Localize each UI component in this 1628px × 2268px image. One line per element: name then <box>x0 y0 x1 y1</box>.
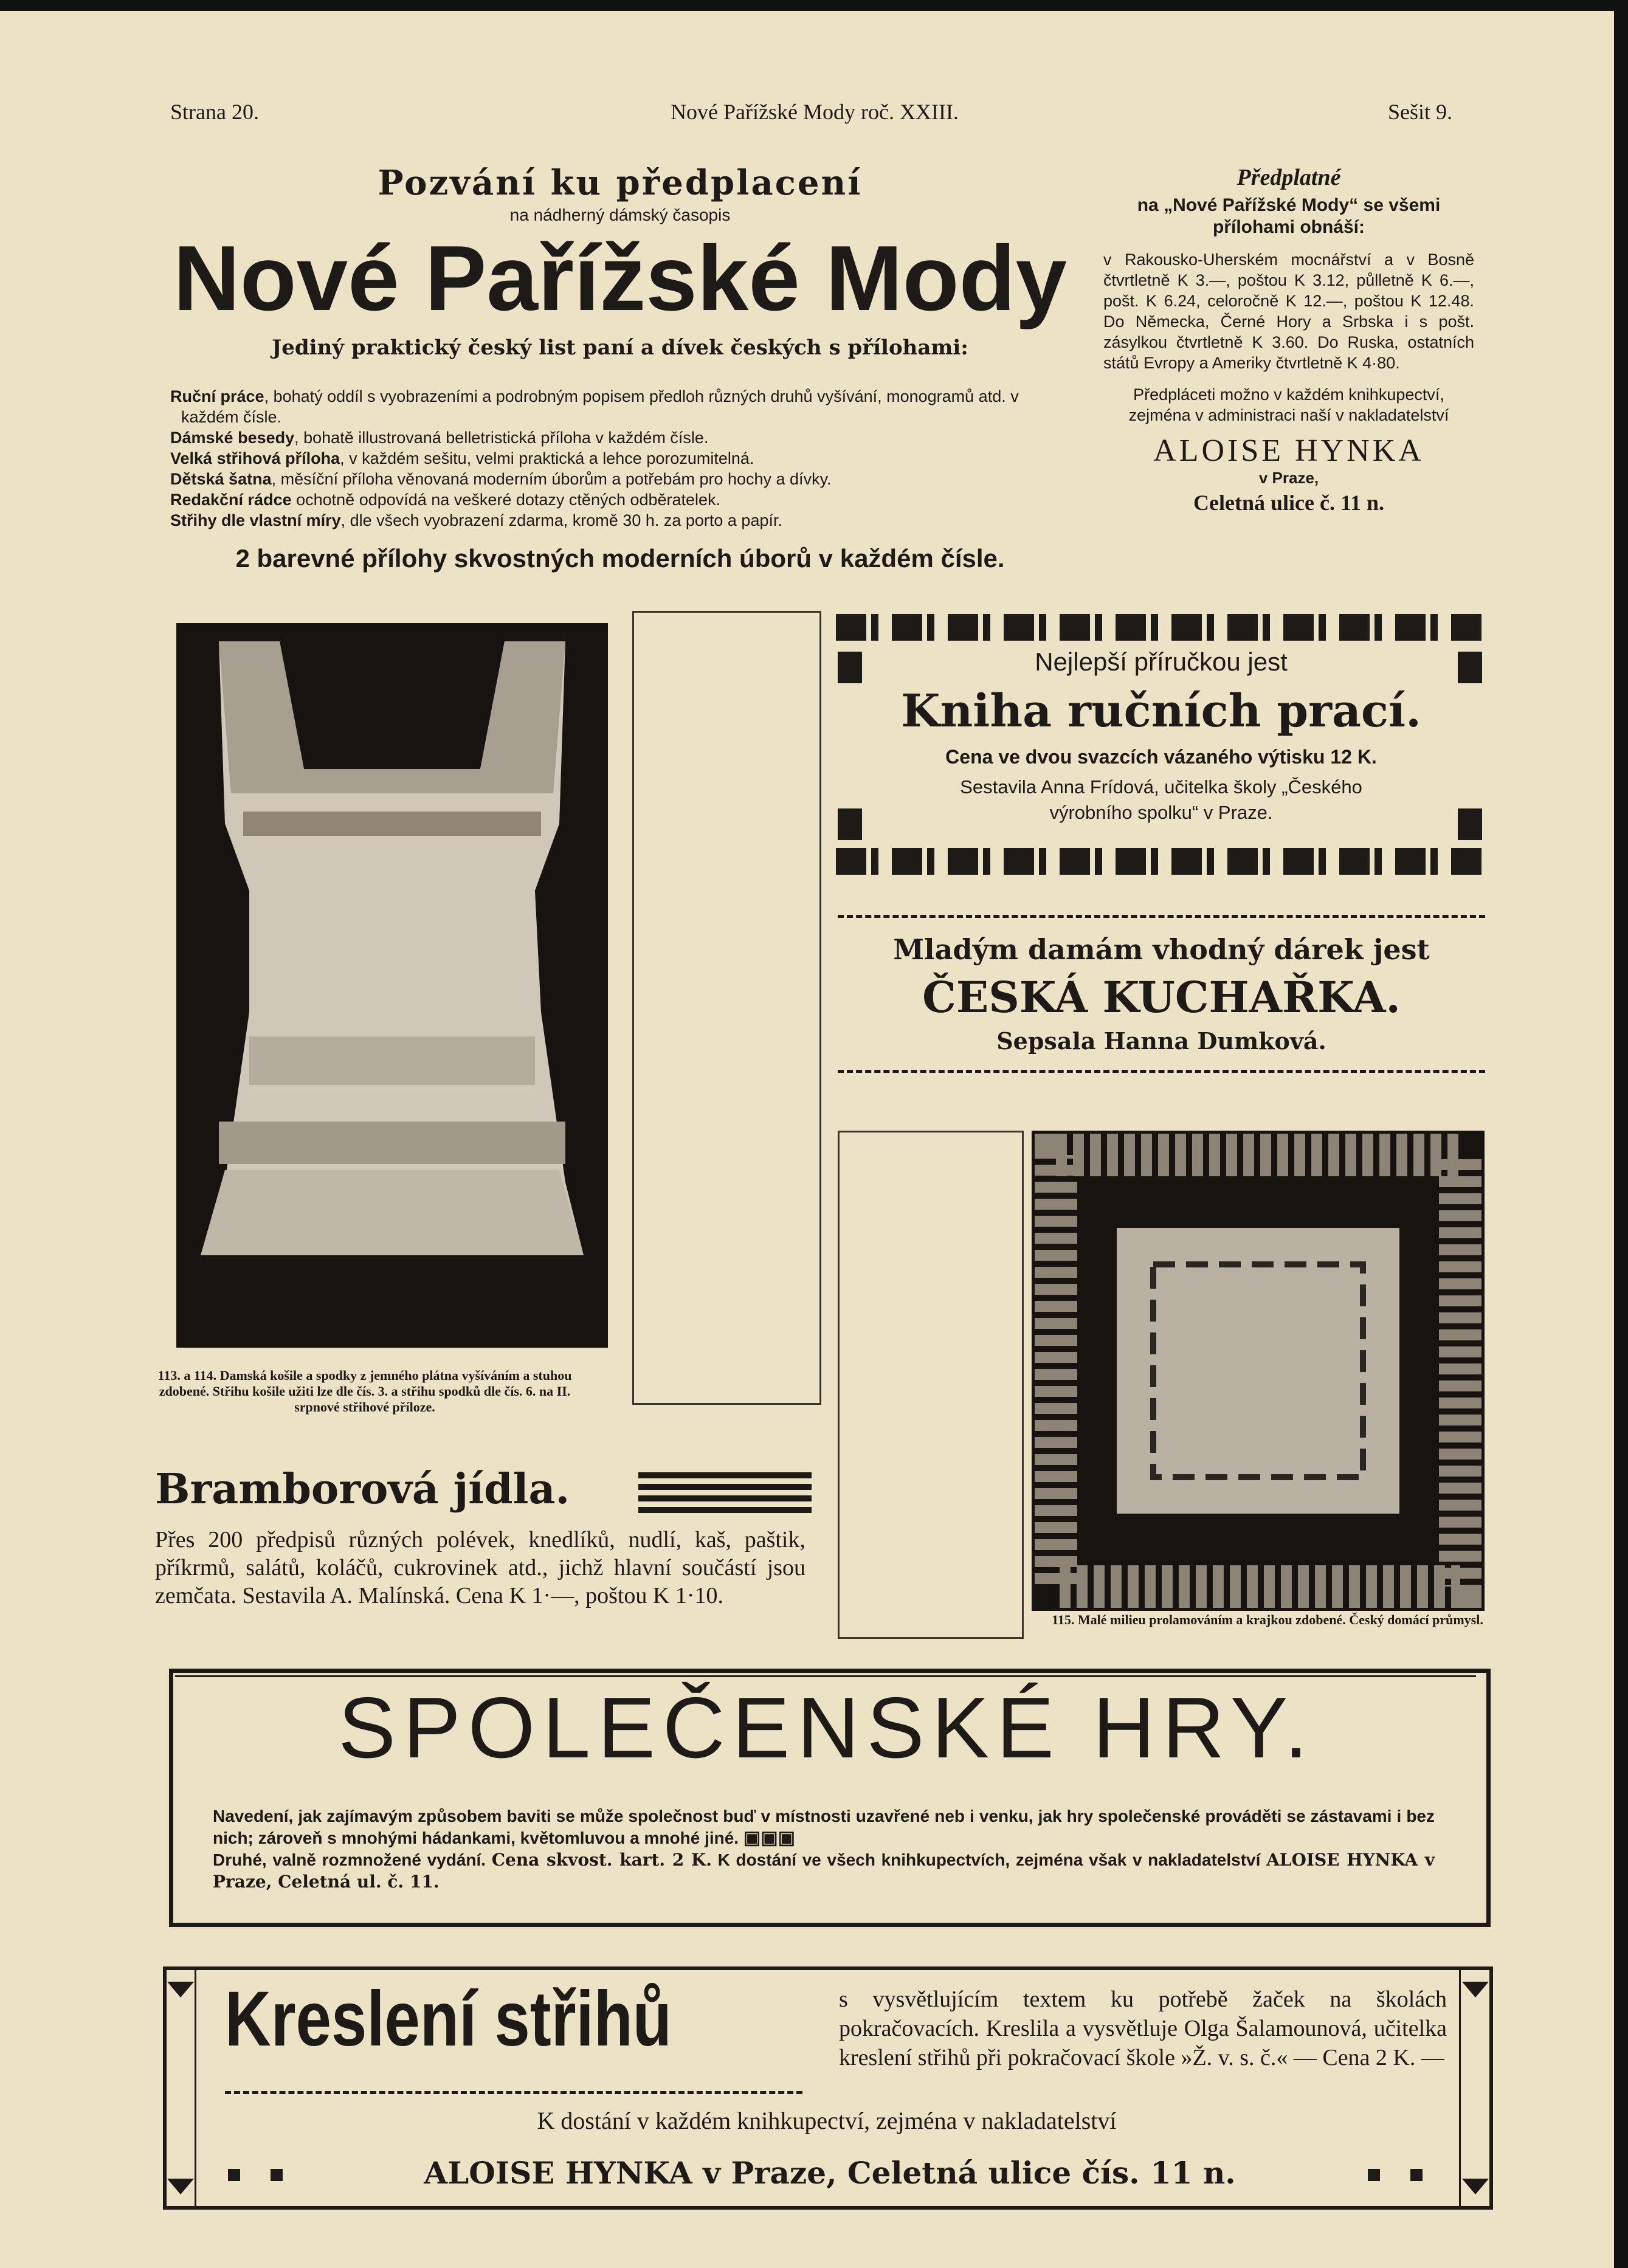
price-box-note: Předpláceti možno v každém knihkupectví, zejména v administraci naší v nakladatelství <box>1128 385 1449 424</box>
book-ad-intro: Nejlepší příručkou jest <box>1035 647 1288 676</box>
lingerie-illustration <box>176 623 608 1348</box>
price-box-title: Předplatné <box>1237 165 1341 190</box>
games-ad-frame-inner <box>175 1675 1476 1678</box>
ribbon-band <box>243 812 541 836</box>
subscribe-footer: 2 barevné přílohy skvostných moderních úborů v každém čísle. <box>235 544 1005 573</box>
triangle-ornament <box>1462 2179 1489 2194</box>
games-ad-icons: ▣▣▣ <box>743 1828 795 1848</box>
lace-trim <box>219 1122 565 1164</box>
subscribe-feature-list <box>170 386 1070 531</box>
lingerie-photo <box>176 623 608 1348</box>
games-ad-publisher: ALOISE HYNKA v Praze, Celetná ul. č. 11. <box>213 1850 1435 1892</box>
book-ad-title: Kniha ručních prací. <box>901 685 1421 737</box>
corner-square <box>1458 808 1482 840</box>
bullet-squares <box>228 2169 301 2181</box>
triangle-column <box>1461 1982 1489 2194</box>
pattern-strip <box>632 611 821 1405</box>
lace-doily-photo <box>1032 1131 1485 1611</box>
triangle-ornament <box>1462 1982 1489 1997</box>
journal-running-title: Nové Pařížské Mody roč. XXIII. <box>671 100 959 124</box>
drawing-ad-publisher: ALOISE HYNKA v Praze, Celetná ulice čís. 11 n. <box>424 2155 1236 2191</box>
subscribe-heading: Pozvání ku předplacení <box>378 163 863 203</box>
drawing-ad-divider <box>1459 1966 1461 2210</box>
zigzag-border <box>836 848 1486 875</box>
bullet-squares <box>1368 2169 1441 2181</box>
linen-center <box>1117 1228 1399 1514</box>
price-box-street: Celetná ulice č. 11 n. <box>1193 491 1384 515</box>
page-edge <box>0 0 1628 11</box>
feature-item: Ruční práce, bohatý oddíl s vyobrazeními a podrobným popisem předloh různých druhů vyšívání, monogramů atd. v každém čísle. <box>170 387 1019 426</box>
figure-115-caption: 115. Malé milieu prolamováním a krajkou zdobené. Český domácí průmysl. <box>1052 1612 1483 1627</box>
pattern-strip <box>838 1131 1024 1639</box>
subscribe-subheading: na nádherný dámský časopis <box>509 205 731 224</box>
book-ad-price: Cena ve dvou svazcích vázaného výtisku 12 K. <box>945 746 1377 768</box>
corner-square <box>1458 652 1482 683</box>
embroidered-hem <box>249 1036 535 1085</box>
cookbook-ad <box>838 933 1485 1055</box>
cookbook-ad-intro: Mladým damám vhodný dárek jest <box>893 933 1430 966</box>
games-ad-description <box>213 1805 1435 1893</box>
doily-illustration <box>1032 1131 1485 1611</box>
drawing-ad-availability: K dostání v každém knihkupectví, zejména v nakladatelství <box>537 2107 1117 2134</box>
feature-item: Velká střihová příloha, v každém sešitu, velmi praktická a lehce porozumitelná. <box>170 449 754 467</box>
games-ad-edition: Druhé, valně rozmnožené vydání. <box>213 1850 486 1869</box>
feature-item: Dětská šatna, měsíční příloha věnovaná moderním úborům a potřebám pro hochy a dívky. <box>170 470 832 488</box>
drawing-ad-title: Kreslení střihů <box>225 1976 672 2063</box>
wavy-rule <box>225 2091 802 2094</box>
wavy-rule <box>838 915 1485 918</box>
zigzag-border <box>836 614 1486 641</box>
page-edge <box>1614 0 1628 2268</box>
games-ad-text: Navedení, jak zajímavým způsobem baviti se může společnost buď v místnosti uzavřené neb i venku, jak hry společenské prováděti se zástavami i bez nich; zároveň s mnohými hádankami, květomluvou a mnohé jiné. <box>213 1807 1435 1847</box>
potato-ad-text: Přes 200 předpisů různých polévek, knedlíků, nudlí, kaš, paštik, příkrmů, salátů, koláčů, cukrovinek atd., jichž hlavní součástí jsou zemčata. Sestavila A. Malínská. Cena K 1·—, poštou K 1·10. <box>155 1527 805 1608</box>
price-box <box>1103 164 1474 515</box>
cookbook-ad-title: ČESKÁ KUCHAŘKA. <box>922 972 1401 1022</box>
cookbook-ad-author: Sepsala Hanna Dumková. <box>996 1027 1326 1055</box>
book-ad <box>875 647 1447 826</box>
triangle-column <box>167 1982 195 2194</box>
triangle-ornament <box>167 1982 194 1997</box>
price-box-publisher: ALOISE HYNKA <box>1153 433 1424 468</box>
magazine-title: Nové Pařížské Mody <box>173 227 1067 330</box>
games-ad-availability: K dostání ve všech knihkupectvích, zejména však v nakladatelství <box>717 1850 1261 1869</box>
games-ad-price: Cena skvost. kart. 2 K. <box>491 1850 712 1870</box>
potato-ad-title: Bramborová jídla. <box>155 1465 570 1514</box>
book-ad-author: Sestavila Anna Frídová, učitelka školy „Českého výrobního spolku“ v Praze. <box>960 776 1362 823</box>
corner-square <box>838 652 862 683</box>
pleated-flounce <box>201 1170 584 1255</box>
wavy-rule <box>838 1070 1485 1073</box>
price-box-city: v Praze, <box>1258 469 1319 487</box>
issue-number: Sešit 9. <box>1388 100 1453 124</box>
drawing-ad-text: s vysvětlujícím textem ku potřebě žaček na školách pokračovacích. Kreslila a vysvětluje Olga Šalamounová, učitelka kreslení střihů při pokračovací škole »Ž. v. s. č.« — Cena 2 K. — <box>839 1987 1447 2070</box>
feature-item: Střihy dle vlastní míry, dle všech vyobrazení zdarma, kromě 30 h. za porto a papír. <box>170 511 782 529</box>
drawing-ad-divider <box>195 1966 196 2210</box>
price-box-body: v Rakousko-Uherském mocnářství a v Bosně čtvrtletně K 3.—, poštou K 3.12, půlletně K 6.—, pošt. K 6.24, celoročně K 12.—, poštou K 12.48. Do Německa, Černé Hory a Srbska i s pošt. zásylkou čtvrtletně K 3.60. Do Ruska, ostatních států Evropy a Ameriky čtvrtletně K 4·80. <box>1103 250 1474 372</box>
figure-113-caption: 113. a 114. Damská košile a spodky z jemného plátna vyšíváním a stuhou zdobené. Střihu košile užiti lze dle čís. 3. a střihu spodků dle čís. 6. na II. srpnové střihové příloze. <box>157 1368 572 1415</box>
triangle-ornament <box>167 2179 194 2194</box>
decorative-lines <box>638 1472 812 1513</box>
page-number: Strana 20. <box>170 100 259 124</box>
feature-item: Dámské besedy, bohatě illustrovaná belletristická příloha v každém čísle. <box>170 429 709 447</box>
corner-square <box>838 808 862 840</box>
magazine-tagline: Jediný praktický český list paní a dívek českých s přílohami: <box>272 336 968 360</box>
price-box-intro: na „Nové Pařížské Mody“ se všemi přílohami obnáší: <box>1137 195 1441 237</box>
subscribe-ad <box>164 163 1076 360</box>
games-ad-title: SPOLEČENSKÉ HRY. <box>338 1680 1316 1776</box>
feature-item: Redakční rádce ochotně odpovídá na veškeré dotazy ctěných odběratelek. <box>170 491 721 509</box>
